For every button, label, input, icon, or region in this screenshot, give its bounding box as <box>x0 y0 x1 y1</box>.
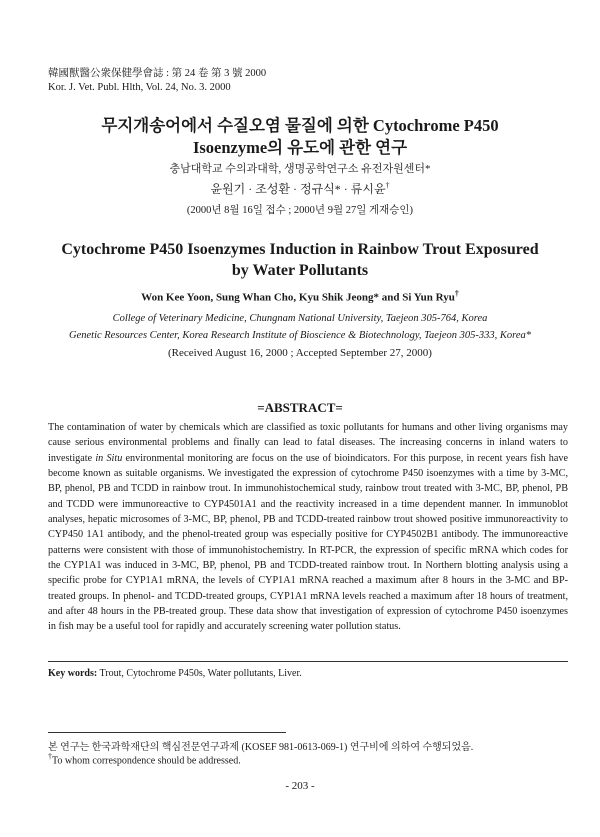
korean-received-dates: (2000년 8월 16일 접수 ; 2000년 9월 27일 게재승인) <box>186 205 414 216</box>
keywords <box>48 668 302 679</box>
page-number: - 203 - <box>285 780 315 792</box>
english-affiliation-2: Genetic Resources Center, Korea Research Institute of Bioscience & Biotechnology, Taejeon 305-333, Korea* <box>69 330 531 341</box>
english-received-dates: (Received August 16, 2000 ; Accepted September 27, 2000) <box>168 347 432 359</box>
abstract-text-italic: in Situ <box>95 452 123 464</box>
journal-header <box>48 67 266 95</box>
keywords-label: Key words: <box>48 668 98 679</box>
korean-title-line2: Isoenzyme의 유도에 관한 연구 <box>192 138 408 157</box>
korean-title-line1: 무지개송어에서 수질오염 물질에 의한 Cytochrome P450 <box>101 116 499 135</box>
abstract-text-1: The contamination of water by chemicals which are classified as toxic pollutants for humans and other living organisms may cause serious environmental problems and finally can lead to fatal diseases. The increasing concerns in inland waters to investigate <box>48 422 568 464</box>
korean-authors-names: 윤원기 · 조성환 · 정규식* · 류시윤 <box>210 182 386 196</box>
english-title-line1: Cytochrome P450 Isoenzymes Induction in Rainbow Trout Exposured <box>61 241 539 258</box>
keywords-divider <box>48 661 568 662</box>
korean-authors-mark: † <box>385 181 390 190</box>
journal-line-korean: 韓國獸醫公衆保健學會誌 : 第 24 卷 第 3 號 2000 <box>48 68 267 79</box>
footnote-divider <box>48 732 286 733</box>
english-title-line2: by Water Pollutants <box>231 262 369 279</box>
abstract-text-2: environmental monitoring are focus on the use of bioindicators. For this purpose, in recent years fish have become known as suitable organisms. We investigated the expression of cytochrome P450 isoenzymes with a time by 3-MC, BP, phenol, PB and TCDD in rainbow trout. In immunohistochemical study, rainbow trout treated with 3-MC, BP, phenol, PB and TCDD were immunoreactive to CYP4501A1 and the reactivity increased in a time dependent manner. In immunoblot analyses, hepatic microsomes of 3-MC, BP, phenol, PB and TCDD-treated rainbow trout showed positive immunoreactivity to CYP450 1A1 antibody, and the phenol-treated group was especially positive for CYP4502B1 antibody. The immunoreactive patterns were consistent with those of immunohistochemistry. In RT-PCR, the expression of specific mRNA which codes for the CYP1A1 was induced in 3-MC, BP, phenol, PB and TCDD-treated rainbow trout. In Northern blotting analysis using a specific probe for CYP1A1 mRNA, the levels of CYP1A1 mRNA reached a maximum after 8 hours in the 3-MC and BP-treated groups. In phenol- and TCDD-treated groups, CYP1A1 mRNA levels reached a maximum after 18 hours of treatment, and after 48 hours in the PB-treated group. These data show that investigation of expression of cytochrome P450 isoenzymes in fish may be a useful tool for rapidly and accurately screening water pollution status. <box>48 452 568 633</box>
keywords-text: Trout, Cytochrome P450s, Water pollutants, Liver. <box>97 668 302 679</box>
abstract-body <box>48 420 568 635</box>
journal-line-english: Kor. J. Vet. Publ. Hlth, Vol. 24, No. 3. 2000 <box>48 82 231 93</box>
english-authors-mark: † <box>454 289 459 298</box>
english-affiliation-1: College of Veterinary Medicine, Chungnam National University, Taejeon 305-764, Korea <box>112 313 488 324</box>
footnote-funding: 본 연구는 한국과학재단의 핵심전문연구과제 (KOSEF 981-0613-069-1) 연구비에 의하여 수행되었음. <box>48 742 474 753</box>
korean-affiliation: 충남대학교 수의과대학, 생명공학연구소 유전자원센터* <box>169 163 431 175</box>
footnote-correspondence-text: To whom correspondence should be addressed. <box>52 755 241 767</box>
english-authors-names: Won Kee Yoon, Sung Whan Cho, Kyu Shik Jeong* and Si Yun Ryu <box>141 291 455 304</box>
footnote-correspondence <box>48 752 241 766</box>
korean-authors <box>0 180 600 197</box>
footnote-mark: † <box>48 752 52 761</box>
abstract-heading: =ABSTRACT= <box>257 400 343 415</box>
english-authors <box>0 289 600 304</box>
